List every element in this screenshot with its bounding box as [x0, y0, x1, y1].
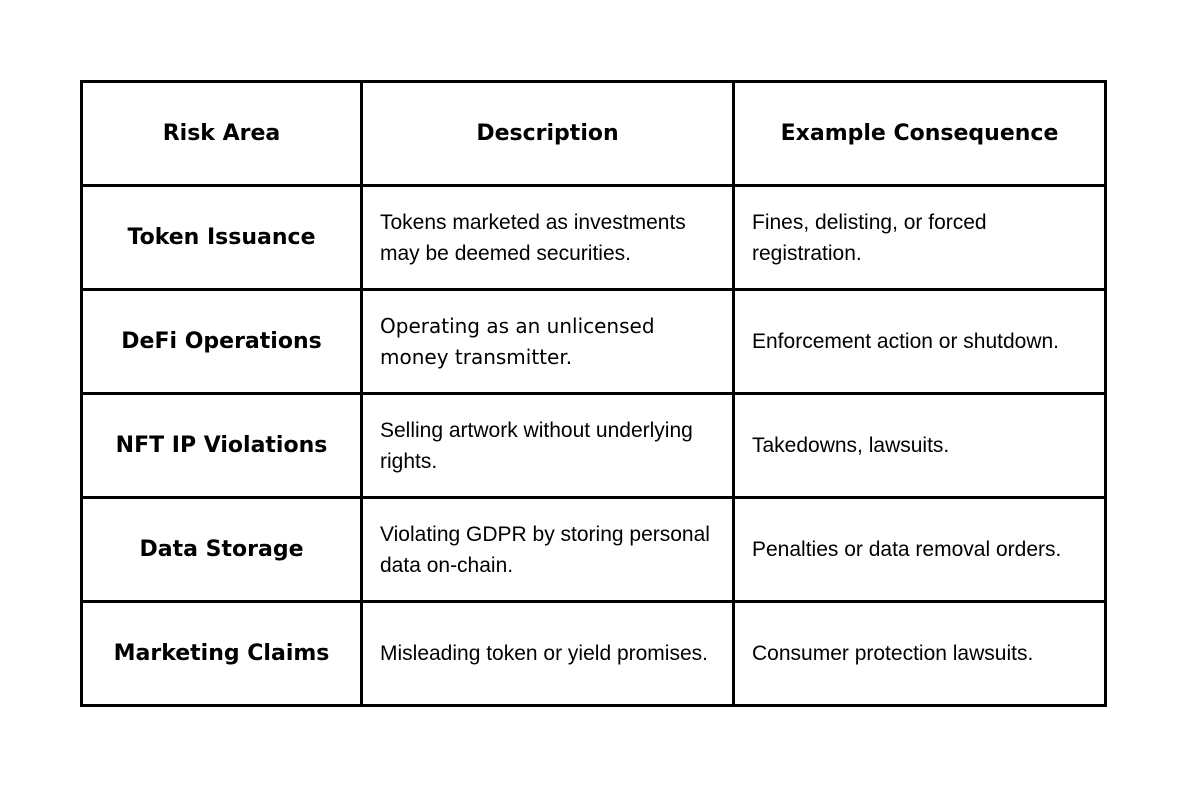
table-row [82, 186, 1106, 290]
header-risk-area: Risk Area [82, 82, 362, 186]
risk-area-cell: Token Issuance [82, 186, 362, 290]
description-cell: Misleading token or yield promises. [362, 602, 734, 706]
risk-area-cell: NFT IP Violations [82, 394, 362, 498]
consequence-cell: Fines, delisting, or forced registration. [734, 186, 1106, 290]
risk-table [80, 80, 1107, 707]
consequence-cell: Takedowns, lawsuits. [734, 394, 1106, 498]
table-row [82, 602, 1106, 706]
header-description: Description [362, 82, 734, 186]
table-row [82, 290, 1106, 394]
table-body [82, 186, 1106, 706]
risk-area-cell: Data Storage [82, 498, 362, 602]
header-example-consequence: Example Consequence [734, 82, 1106, 186]
table-header [82, 82, 1106, 186]
table-row [82, 394, 1106, 498]
consequence-cell: Consumer protection lawsuits. [734, 602, 1106, 706]
consequence-cell: Penalties or data removal orders. [734, 498, 1106, 602]
header-row [82, 82, 1106, 186]
description-cell: Violating GDPR by storing personal data on-chain. [362, 498, 734, 602]
description-cell: Operating as an unlicensed money transmitter. [362, 290, 734, 394]
risk-area-cell: Marketing Claims [82, 602, 362, 706]
description-cell: Tokens marketed as investments may be deemed securities. [362, 186, 734, 290]
consequence-cell: Enforcement action or shutdown. [734, 290, 1106, 394]
table-row [82, 498, 1106, 602]
risk-area-cell: DeFi Operations [82, 290, 362, 394]
description-cell: Selling artwork without underlying rights. [362, 394, 734, 498]
